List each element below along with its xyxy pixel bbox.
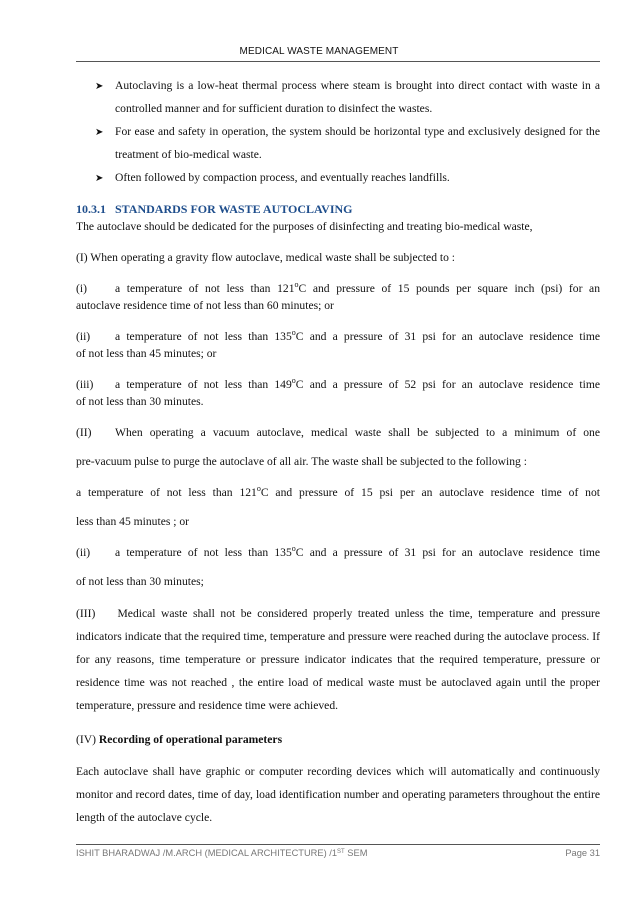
page-header: MEDICAL WASTE MANAGEMENT [239,46,399,57]
arrow-bullet-icon: ➤ [95,173,104,184]
item-text: a temperature of not less than 149$^o$C and a pressure of 52 psi for an autoclave residence time [115,376,600,391]
para-iv-title: Recording of operational parameters [98,733,283,746]
gravity-item [76,328,600,362]
item-text: a temperature of not less than 121$^o$C and pressure of 15 psi per an autoclave residence time of not [76,484,600,499]
section-heading [76,201,600,218]
vacuum-item [76,484,600,530]
bullet-text: Often followed by compaction process, and eventually reaches landfills. [115,171,450,184]
page-content [76,74,600,829]
bullet-item [95,120,600,166]
section-title: STANDARDS FOR WASTE AUTOCLAVING [115,202,353,216]
vacuum-item [76,544,600,590]
footer-author: ISHIT BHARADWAJ /M.ARCH (MEDICAL ARCHITECTURE) /1ST SEM [76,848,368,858]
bullet-item [95,166,600,190]
bullet-text: Autoclaving is a low-heat thermal process where steam is brought into direct contact with waste in a controlled manner and for sufficient duration to disinfect the wastes. [115,79,600,115]
item-continuation: autoclave residence time of not less than 60 minutes; or [76,299,334,312]
item-continuation: of not less than 30 minutes. [76,395,204,408]
footer-divider [76,844,600,845]
gravity-item [76,280,600,314]
item-number: (IV) [76,733,96,746]
item-text: a temperature of not less than 121$^o$C and pressure of 15 pounds per square inch (psi) for an [115,280,600,295]
item-text: a temperature of not less than 135$^o$C and a pressure of 31 psi for an autoclave residence time [115,328,600,343]
page-number: Page 31 [565,848,600,858]
item-continuation: of not less than 45 minutes; or [76,347,217,360]
para-iii-text: Medical waste shall not be considered properly treated unless the time, temperature and pressure indicators indicate that the required time, temperature and pressure were reached during the autoclave process. If for any reasons, time temperature or pressure indicator indicates that the required temperature, pressure or residence time was not reached , the entire load of medical waste must be autoclaved again until the proper temperature, pressure and residence time were achieved. [76,607,600,712]
item-continuation: of not less than 30 minutes; [76,575,204,588]
bullet-text: For ease and safety in operation, the system should be horizontal type and exclusively designed for the treatment of bio-medical waste. [115,125,600,161]
item-number: (II) [76,426,92,439]
header-divider [76,61,600,62]
arrow-bullet-icon: ➤ [95,127,104,138]
item-number: (iii) [76,378,94,391]
bullet-item [95,74,600,120]
vacuum-lead: When operating a vacuum autoclave, medical waste shall be subjected to a minimum of one [115,426,600,439]
gravity-item [76,376,600,410]
para-iv-text: Each autoclave shall have graphic or computer recording devices which will automatically and continuously monitor and record dates, time of day, load identification number and operating parameters throughout the entire length of the autoclave cycle. [76,765,600,824]
vacuum-paragraph [76,424,600,470]
para-iv-heading [76,731,600,748]
item-text: a temperature of not less than 135$^o$C and a pressure of 31 psi for an autoclave residence time [115,544,600,559]
gravity-lead: (I) When operating a gravity flow autoclave, medical waste shall be subjected to : [76,251,456,264]
intro-text: The autoclave should be dedicated for the purposes of disinfecting and treating bio-medical waste, [76,220,533,233]
item-number: (i) [76,282,87,295]
arrow-bullet-icon: ➤ [95,81,104,92]
item-number: (ii) [76,330,91,343]
item-continuation: less than 45 minutes ; or [76,515,190,528]
item-number: (ii) [76,546,91,559]
item-number: (III) [76,607,96,620]
vacuum-continuation: pre-vacuum pulse to purge the autoclave of all air. The waste shall be subjected to the following : [76,455,527,468]
section-number: 10.3.1 [76,202,106,216]
para-iii [76,602,600,717]
